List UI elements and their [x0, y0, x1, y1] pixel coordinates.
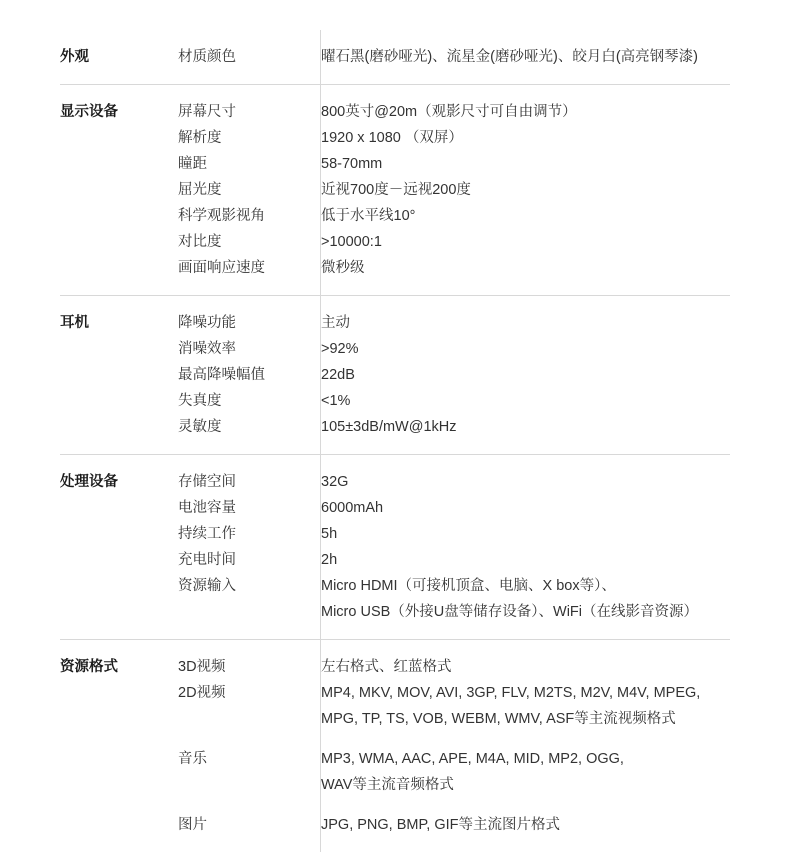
spec-value-line: 5h [321, 521, 730, 547]
spec-value [321, 732, 731, 798]
spec-row [178, 521, 730, 547]
spec-group-headphone [60, 296, 730, 455]
spec-value-line: MPG, TP, TS, VOB, WEBM, WMV, ASF等主流视频格式 [321, 706, 730, 732]
spec-value [321, 573, 731, 639]
specification-table [60, 30, 730, 852]
spec-label: 持续工作 [178, 521, 321, 547]
spec-label: 灵敏度 [178, 414, 321, 454]
spec-value-line: >92% [321, 336, 730, 362]
spec-row [178, 414, 730, 454]
spec-value-line: 58-70mm [321, 151, 730, 177]
spec-value-line: MP3, WMA, AAC, APE, M4A, MID, MP2, OGG, [321, 746, 730, 772]
spec-value [321, 177, 731, 203]
spec-value-line: 低于水平线10° [321, 203, 730, 229]
spec-value-line: 800英寸@20m（观影尺寸可自由调节） [321, 99, 730, 125]
category-items [178, 640, 730, 852]
spec-row [178, 640, 730, 680]
category-items [178, 296, 730, 455]
spec-value [321, 680, 731, 732]
spec-row [178, 732, 730, 798]
spec-row [178, 336, 730, 362]
spec-label: 对比度 [178, 229, 321, 255]
spec-value-line: 左右格式、红蓝格式 [321, 654, 730, 680]
spec-value-line: 2h [321, 547, 730, 573]
spec-label: 科学观影视角 [178, 203, 321, 229]
spec-value-line: 曜石黑(磨砂哑光)、流星金(磨砂哑光)、皎月白(高亮钢琴漆) [321, 44, 730, 70]
spec-label: 充电时间 [178, 547, 321, 573]
spec-group-processing [60, 455, 730, 640]
spec-value [321, 388, 731, 414]
spec-value-line: 6000mAh [321, 495, 730, 521]
spec-row [178, 680, 730, 732]
spec-label: 2D视频 [178, 680, 321, 732]
spec-row [178, 85, 730, 125]
spec-label: 画面响应速度 [178, 255, 321, 295]
spec-group-appearance [60, 30, 730, 85]
spec-value-line: 主动 [321, 310, 730, 336]
spec-value [321, 798, 731, 852]
spec-row [178, 362, 730, 388]
category-label: 外观 [60, 30, 178, 85]
spec-group-formats [60, 640, 730, 852]
spec-value-line: Micro HDMI（可接机顶盒、电脑、X box等）、 [321, 573, 730, 599]
spec-value-line: 微秒级 [321, 255, 730, 281]
spec-group-display [60, 85, 730, 296]
spec-value [321, 455, 731, 495]
items-table [178, 296, 730, 454]
category-items [178, 85, 730, 296]
category-label: 处理设备 [60, 455, 178, 640]
spec-label: 音乐 [178, 732, 321, 798]
spec-value-line: 22dB [321, 362, 730, 388]
spec-label: 屏幕尺寸 [178, 85, 321, 125]
spec-row [178, 229, 730, 255]
spec-value [321, 203, 731, 229]
spec-value [321, 30, 731, 84]
spec-label: 消噪效率 [178, 336, 321, 362]
spec-label: 降噪功能 [178, 296, 321, 336]
spec-value [321, 336, 731, 362]
spec-label: 材质颜色 [178, 30, 321, 84]
spec-value [321, 414, 731, 454]
spec-label: 失真度 [178, 388, 321, 414]
spec-value-line: <1% [321, 388, 730, 414]
category-items [178, 30, 730, 85]
category-label: 显示设备 [60, 85, 178, 296]
spec-label: 存储空间 [178, 455, 321, 495]
spec-value [321, 255, 731, 295]
spec-value-line: >10000:1 [321, 229, 730, 255]
spec-value [321, 495, 731, 521]
spec-row [178, 125, 730, 151]
spec-value-line: 近视700度－远视200度 [321, 177, 730, 203]
spec-value-line: Micro USB（外接U盘等储存设备）、WiFi（在线影音资源） [321, 599, 730, 625]
spec-row [178, 547, 730, 573]
spec-value [321, 229, 731, 255]
spec-value-line: 105±3dB/mW@1kHz [321, 414, 730, 440]
spec-label: 电池容量 [178, 495, 321, 521]
spec-label: 瞳距 [178, 151, 321, 177]
category-items [178, 455, 730, 640]
spec-value-line: 1920 x 1080 （双屏） [321, 125, 730, 151]
spec-label: 资源输入 [178, 573, 321, 639]
spec-label: 3D视频 [178, 640, 321, 680]
spec-row [178, 495, 730, 521]
spec-row [178, 203, 730, 229]
spec-row [178, 573, 730, 639]
spec-value [321, 362, 731, 388]
spec-value [321, 151, 731, 177]
spec-label: 图片 [178, 798, 321, 852]
spec-value [321, 547, 731, 573]
spec-row [178, 296, 730, 336]
spec-row [178, 388, 730, 414]
items-table [178, 85, 730, 295]
spec-label: 屈光度 [178, 177, 321, 203]
spec-value-line: WAV等主流音频格式 [321, 772, 730, 798]
spec-value-line: MP4, MKV, MOV, AVI, 3GP, FLV, M2TS, M2V, M4V, MPEG, [321, 680, 730, 706]
category-label: 资源格式 [60, 640, 178, 852]
spec-row [178, 455, 730, 495]
spec-value [321, 640, 731, 680]
spec-value [321, 521, 731, 547]
category-label: 耳机 [60, 296, 178, 455]
spec-row [178, 177, 730, 203]
spec-value [321, 125, 731, 151]
spec-value [321, 296, 731, 336]
items-table [178, 640, 730, 852]
spec-row [178, 255, 730, 295]
spec-value-line: 32G [321, 469, 730, 495]
spec-row [178, 30, 730, 84]
spec-value [321, 85, 731, 125]
spec-value-line: JPG, PNG, BMP, GIF等主流图片格式 [321, 812, 730, 838]
spec-row [178, 151, 730, 177]
spec-row [178, 798, 730, 852]
spec-label: 最高降噪幅值 [178, 362, 321, 388]
spec-label: 解析度 [178, 125, 321, 151]
items-table [178, 455, 730, 639]
spec-table-body [60, 30, 730, 852]
items-table [178, 30, 730, 84]
